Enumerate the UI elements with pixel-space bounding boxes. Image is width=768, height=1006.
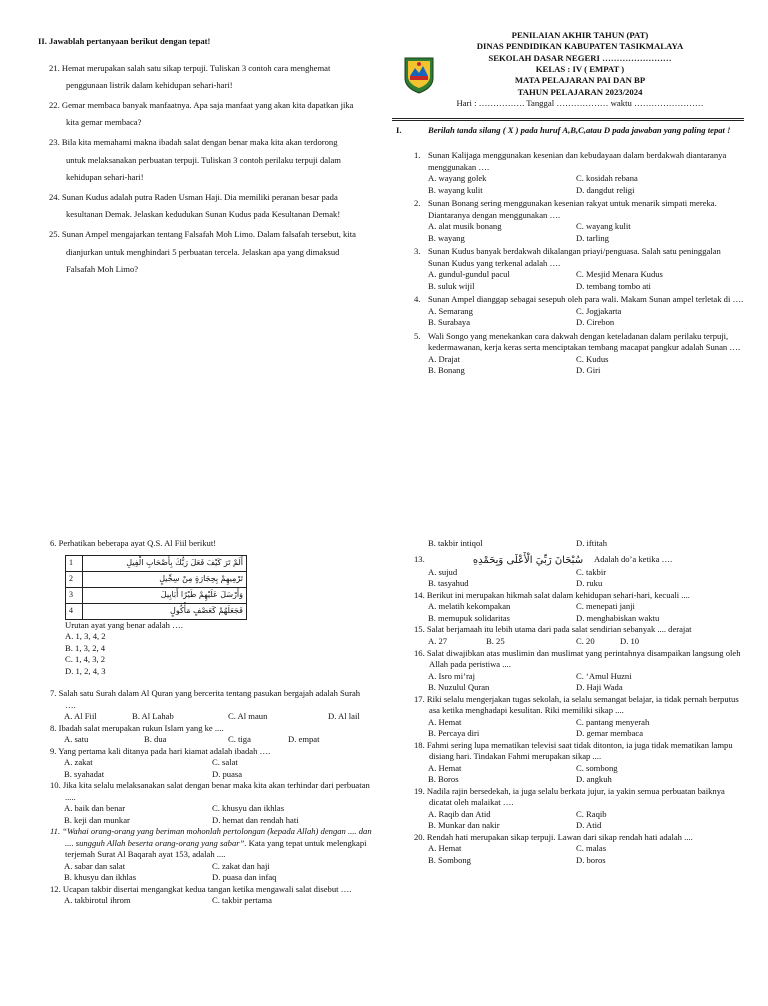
option-b[interactable]: B. memupuk solidaritas	[428, 612, 510, 623]
questions-6-12	[50, 538, 372, 907]
header-subject: MATA PELAJARAN PAI DAN BP	[514, 75, 646, 86]
option-c[interactable]: C. Mesjid Menara Kudus	[576, 269, 663, 280]
question-number: 1.	[414, 150, 421, 160]
question-16	[414, 648, 744, 694]
option-c[interactable]: C. sombong	[576, 762, 618, 773]
option-c[interactable]: C. zakat dan haji	[212, 860, 270, 871]
option-c[interactable]: C. takbir	[576, 566, 607, 577]
question-text: 9. Yang pertama kali ditanya pada hari kiamat adalah ibadah ….	[50, 745, 271, 756]
essay-item: 24. Sunan Kudus adalah putra Raden Usman Haji. Dia memiliki peranan besar pada kesultanan Demak. Jelaskan kedudukan Sunan Kudus pada Kesultanan Demak!	[49, 191, 341, 220]
question-text: 10. Jika kita selalu melaksanakan salat dengan benar maka kita akan terhindar dari perbuatan .....	[50, 780, 370, 802]
option-a[interactable]: A. takbirotul ihrom	[64, 895, 131, 906]
question-text: 15. Salat berjamaah itu lebih utama dari pada salat sendirian sebanyak .... derajat	[414, 624, 692, 635]
question-12-continued	[414, 538, 744, 550]
question-text: Adalah do’a ketika ….	[594, 554, 673, 565]
option-b[interactable]: B. 1, 3, 2, 4	[65, 642, 106, 653]
option-b[interactable]: B. Munkar dan nakir	[428, 820, 500, 831]
question-text: Sunan Ampel dianggap sebagai sesepuh oleh para wali. Makam Sunan ampel terletak di ….	[428, 294, 744, 305]
section-one-instruction	[396, 125, 736, 137]
option-c[interactable]: C. 1, 4, 3, 2	[65, 654, 106, 665]
section-instruction: Berilah tanda silang ( X ) pada huruf A,B,C,atau D pada jawaban yang paling tepat !	[428, 125, 731, 135]
question-text: Sunan Kudus banyak berdakwah dikalangan priayi/penguasa. Salah satu peninggalan Sunan Kudus yang terkenal adalah ….	[428, 246, 721, 268]
option-d[interactable]: D. Giri	[576, 365, 601, 376]
option-b[interactable]: B. Percaya diri	[428, 728, 480, 739]
option-b[interactable]: B. keji dan munkar	[64, 814, 130, 825]
option-b[interactable]: B. Boros	[428, 774, 459, 785]
option-d[interactable]: D. gemar membaca	[576, 728, 644, 739]
option-d[interactable]: D. puasa dan infaq	[212, 872, 277, 883]
question-18	[414, 740, 744, 786]
option-d[interactable]: D. puasa	[212, 768, 243, 779]
option-b[interactable]: B. Bonang	[428, 365, 465, 376]
option-a[interactable]: A. Al Fiil	[64, 711, 97, 722]
option-a[interactable]: A. Hemat	[428, 843, 462, 854]
option-b[interactable]: B. Al Lahab	[132, 711, 174, 722]
question-2	[414, 198, 744, 244]
question-text: 14. Berikut ini merupakan hikmah salat dalam kehidupan sehari-hari, kecuali ....	[414, 589, 690, 600]
question-17	[414, 694, 744, 740]
question-13	[414, 554, 744, 590]
ayat-text: أَلَمْ تَرَ كَيْفَ فَعَلَ رَبُّكَ بِأَصْحَابِ الْفِيلِ	[83, 555, 247, 571]
option-d[interactable]: D. ruku	[576, 578, 603, 589]
essay-title: II. Jawablah pertanyaan berikut dengan tepat!	[38, 36, 211, 46]
ayat-row	[66, 587, 247, 603]
option-b[interactable]: B. khusyu dan ikhlas	[64, 872, 137, 883]
essay-item: 22. Gemar membaca banyak manfaatnya. Apa saja manfaat yang akan kita dapatkan jika kita gemar membaca?	[49, 99, 354, 128]
question-text: 17. Riki selalu mengerjakan tugas sekolah, ia selalu semangat belajar, ia tidak pernah berputus asa ketika menghadapi kesulitan. Riki memiliki sikap ....	[414, 693, 739, 716]
question-19	[414, 786, 744, 832]
header-agency: DINAS PENDIDIKAN KABUPATEN TASIKMALAYA	[476, 41, 684, 52]
question-number: 2.	[414, 198, 421, 209]
option-a[interactable]: A. alat musik bonang	[428, 221, 502, 232]
option-b[interactable]: B. wayang kulit	[428, 184, 483, 195]
questions-1-5	[414, 150, 744, 379]
question-text: 12. Ucapan takbir disertai mengangkat kedua tangan ketika mengawali salat disebut ….	[50, 883, 352, 894]
option-b[interactable]: B. syahadat	[64, 768, 105, 779]
question-11	[50, 826, 372, 884]
option-b[interactable]: B. takbir intiqol	[428, 538, 483, 548]
questions-13-20	[414, 538, 744, 866]
ayat-number: 4	[66, 603, 83, 619]
option-c[interactable]: C. takbir pertama	[212, 895, 272, 906]
question-text: Sunan Kalijaga menggunakan kesenian dan kebudayaan dalam berdakwah diantaranya menggunakan ….	[428, 150, 727, 172]
question-3	[414, 246, 744, 292]
header-school: SEKOLAH DASAR NEGERI ……………………	[488, 52, 672, 63]
option-b[interactable]: B. dua	[144, 734, 167, 745]
option-d[interactable]: D. iftitah	[576, 538, 608, 548]
ayat-table	[65, 555, 247, 620]
question-1	[414, 150, 744, 196]
option-d[interactable]: D. boros	[576, 854, 606, 865]
essay-item: 25. Sunan Ampel mengajarkan tentang Falsafah Moh Limo. Dalam falsafah tersebut, kita dianjurkan untuk menghindari 5 perbuatan tercela. Jelaskan apa yang dimaksud Falsafah Moh Limo?	[49, 229, 356, 275]
question-15	[414, 624, 744, 647]
option-d[interactable]: D. menghabiskan waktu	[576, 612, 660, 623]
header-date-line: Hari : ……………. Tanggal ……………… waktu ……………………	[456, 97, 704, 108]
question-number: 11.	[50, 826, 61, 837]
question-4	[414, 294, 744, 329]
ayat-text: تَرْمِيهِمْ بِحِجَارَةٍ مِنْ سِجِّيلٍ	[83, 571, 247, 587]
option-d[interactable]: D. Atid	[576, 820, 602, 831]
option-b[interactable]: B. tasyahud	[428, 578, 469, 589]
option-c[interactable]: C. menepati janji	[576, 601, 635, 612]
ayat-number: 1	[66, 555, 83, 571]
ayat-number: 2	[66, 571, 83, 587]
option-d[interactable]: D. empat	[288, 734, 320, 745]
question-20	[414, 832, 744, 867]
section-number: I.	[396, 125, 402, 135]
option-c[interactable]: C. Kudus	[576, 353, 609, 364]
option-b[interactable]: B. wayang	[428, 232, 465, 243]
header-class: KELAS : IV ( EMPAT )	[535, 63, 625, 74]
ayat-text: فَجَعَلَهُمْ كَعَصْفٍ مَأْكُولٍ	[83, 603, 247, 619]
option-c[interactable]: C. Al maun	[228, 711, 268, 722]
option-a[interactable]: A. Raqib dan Atid	[428, 808, 491, 819]
option-a[interactable]: A. melatih kekompakan	[428, 601, 511, 612]
option-a[interactable]: A. 27	[428, 636, 448, 646]
question-text: 7. Salah satu Surah dalam Al Quran yang bercerita tentang pasukan bergajah adalah Surah ….	[50, 688, 361, 710]
question-text: 18. Fahmi sering lupa mematikan televisi saat tidak ditonton, ia juga tidak mematikan lampu disiang hari. Tindakan Fahmi merupakan sikap ....	[414, 739, 733, 762]
ayat-row	[66, 555, 247, 571]
option-c[interactable]: C. salat	[212, 757, 238, 768]
option-d[interactable]: D. Haji Wada	[576, 682, 623, 693]
option-c[interactable]: C. Jogjakarta	[576, 305, 622, 316]
option-c[interactable]: C. wayang kulit	[576, 221, 631, 232]
option-c[interactable]: C. Raqib	[576, 808, 607, 819]
option-c[interactable]: C. pantang menyerah	[576, 716, 650, 727]
option-c[interactable]: C. malas	[576, 843, 607, 854]
question-number: 3.	[414, 246, 421, 257]
option-c[interactable]: C. ‘Amul Huzni	[576, 670, 632, 681]
option-b[interactable]: B. Surabaya	[428, 317, 471, 328]
ayat-row	[66, 571, 247, 587]
option-d[interactable]: D. 1, 2, 4, 3	[65, 665, 106, 676]
option-a[interactable]: A. sabar dan salat	[64, 860, 126, 871]
option-c[interactable]: C. tiga	[228, 734, 251, 745]
question-number: 4.	[414, 294, 421, 305]
question-text: Sunan Bonang sering menggunakan kesenian rakyat untuk menarik simpati mereka. Diantaranya dengan menggunakan ….	[428, 198, 717, 220]
option-d[interactable]: D. hemat dan rendah hati	[212, 814, 299, 825]
question-6-text: 6. Perhatikan beberapa ayat Q.S. Al Fiil berikut!	[50, 538, 217, 548]
ayat-number: 3	[66, 587, 83, 603]
essay-item: 23. Bila kita memahami makna ibadah salat dengan benar maka kita akan terdorong untuk melaksanakan perbuatan terpuji. Tuliskan 3 contoh perilaku terpuji dalam kehidupan sehari-hari!	[49, 136, 341, 183]
quote-text: “Wahai orang-orang yang beriman mohonlah pertolongan (kepada Allah) dengan .... dan .... sungguh Allah beserta orang-orang yang sabar”.	[62, 826, 372, 848]
option-a[interactable]: A. Isro mi’raj	[428, 670, 476, 681]
option-a[interactable]: A. wayang golek	[428, 173, 487, 184]
option-b[interactable]: B. Sombong	[428, 854, 471, 865]
question-10	[50, 780, 372, 826]
option-c[interactable]: C. 20	[576, 636, 595, 646]
question-8	[50, 723, 372, 746]
question-text: Wali Songo yang menekankan cara dakwah dengan keteladanan dalam perilaku terpuji, kedermawanan, kerja keras serta menciptakan tembang macapat pangkur adalah Sunan ….	[428, 330, 741, 353]
question-text: 8. Ibadah salat merupakan rukun Islam yang ke ....	[50, 722, 224, 733]
question-14	[414, 590, 744, 625]
option-a[interactable]: A. sujud	[428, 566, 458, 577]
option-a[interactable]: A. Drajat	[428, 353, 460, 364]
option-d[interactable]: D. Cirebon	[576, 317, 615, 328]
option-d[interactable]: D. angkuh	[576, 774, 612, 785]
header-title: PENILAIAN AKHIR TAHUN (PAT)	[511, 30, 649, 40]
question-text: 20. Rendah hati merupakan sikap terpuji. Lawan dari sikap rendah hati adalah ....	[414, 831, 693, 842]
option-a[interactable]: A. Hemat	[428, 762, 462, 773]
option-a[interactable]: A. zakat	[64, 757, 93, 768]
option-b[interactable]: B. suluk wijil	[428, 280, 475, 291]
exam-header	[420, 30, 740, 109]
question-6-prompt: Urutan ayat yang benar adalah ….	[65, 619, 183, 630]
option-d[interactable]: D. Al lail	[328, 711, 360, 722]
option-a[interactable]: A. gundul-gundul pacul	[428, 269, 510, 280]
header-divider	[392, 118, 744, 121]
question-12	[50, 884, 372, 907]
question-7	[50, 688, 372, 723]
option-d[interactable]: D. 10	[620, 636, 640, 646]
option-a[interactable]: A. 1, 3, 4, 2	[65, 631, 106, 642]
option-b[interactable]: B. 25	[486, 636, 505, 646]
option-a[interactable]: A. baik dan benar	[64, 803, 126, 814]
option-a[interactable]: A. satu	[64, 734, 89, 745]
question-number: 13.	[414, 554, 425, 565]
option-d[interactable]: D. tembang tombo ati	[576, 280, 651, 291]
essay-item: 21. Hemat merupakan salah satu sikap terpuji. Tuliskan 3 contoh cara menghemat penggunaan listrik dalam kehidupan sehari-hari!	[49, 62, 331, 91]
question-5	[414, 331, 744, 377]
option-a[interactable]: A. Hemat	[428, 716, 462, 727]
question-number: 5.	[414, 330, 421, 341]
option-c[interactable]: C. kosidah rebana	[576, 173, 638, 184]
ayat-row	[66, 603, 247, 619]
question-9	[50, 746, 372, 781]
option-d[interactable]: D. tarling	[576, 232, 609, 243]
option-d[interactable]: D. dangdut religi	[576, 184, 635, 195]
ayat-text: وَأَرْسَلَ عَلَيْهِمْ طَيْرًا أَبَابِيلَ	[83, 587, 247, 603]
question-text: 16. Salat diwajibkan atas muslimin dan muslimat yang perintahnya disampaikan langsung oleh Allah pada peristiwa ....	[414, 647, 741, 670]
question-text: Kata yang tepat untuk melengkapi terjemah Surat Al Baqarah ayat 153, adalah ....	[65, 837, 367, 860]
header-year: TAHUN PELAJARAN 2023/2024	[517, 86, 643, 97]
option-c[interactable]: C. khusyu dan ikhlas	[212, 803, 285, 814]
essay-section	[38, 36, 356, 281]
question-text: 19. Nadila rajin bersedekah, ia juga selalu berkata jujur, ia yakin semua perbuatan baiknya dicatat oleh malaikat ….	[414, 785, 725, 808]
option-b[interactable]: B. Nuzulul Quran	[428, 682, 490, 693]
option-a[interactable]: A. Semarang	[428, 305, 473, 316]
essay-list	[38, 60, 356, 279]
arabic-prayer: سُبْحَانَ رَبِّيَ الْأَعْلَى وَبِحَمْدِهِ	[472, 554, 584, 566]
